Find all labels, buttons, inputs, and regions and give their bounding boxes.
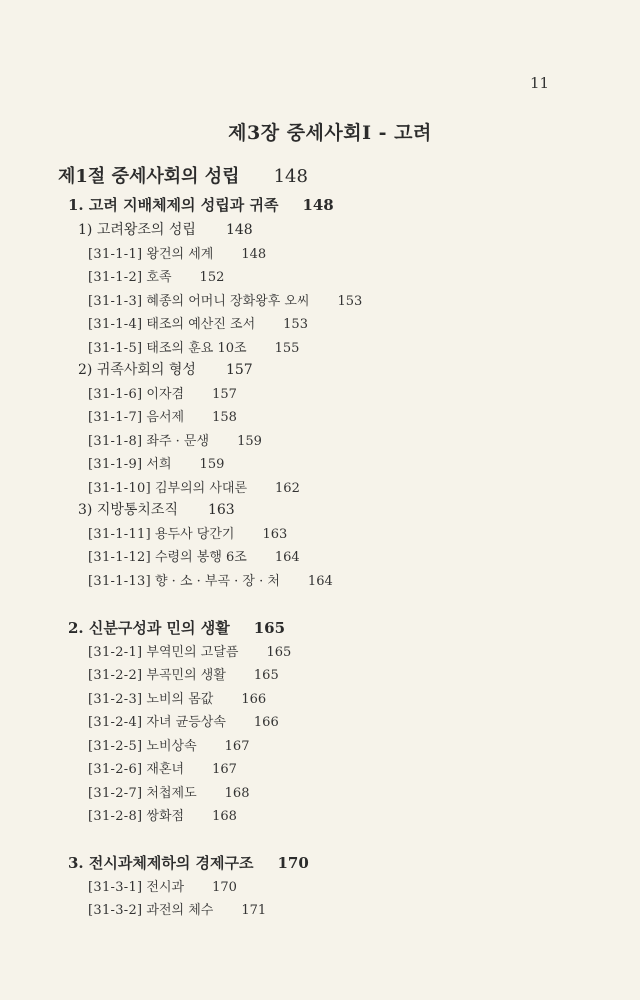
topic-heading (78, 219, 253, 239)
entry-title: 자녀 균등상속 (146, 715, 226, 730)
entry-page: 155 (274, 341, 300, 356)
entry-page: 159 (199, 457, 225, 472)
toc-entry (88, 711, 279, 730)
toc-entry (88, 735, 249, 754)
entry-code: [31-1-3] (88, 294, 143, 309)
entry-title: 부곡민의 생활 (146, 668, 226, 683)
subsection-title: 2. 신분구성과 민의 생활 (68, 619, 230, 637)
entry-code: [31-2-2] (88, 668, 143, 683)
entry-page: 158 (212, 410, 237, 425)
subsection-title: 3. 전시과체제하의 경제구조 (68, 854, 254, 872)
entry-title: 김부의의 사대론 (154, 481, 248, 496)
topic-page: 148 (225, 222, 253, 238)
toc-entry (88, 641, 291, 660)
page-number: 11 (530, 74, 550, 92)
toc-entry (88, 805, 237, 824)
subsection-page: 170 (277, 854, 309, 872)
entry-code: [31-1-1] (88, 247, 143, 262)
entry-code: [31-2-8] (88, 809, 143, 824)
entry-title: 태조의 훈요 10조 (146, 341, 247, 356)
entry-title: 노비상속 (146, 739, 197, 754)
entry-page: 157 (212, 387, 237, 402)
entry-code: [31-1-9] (88, 457, 143, 472)
entry-title: 과전의 체수 (146, 903, 214, 918)
section-heading (58, 162, 308, 188)
toc-entry (88, 266, 224, 285)
toc-entry (88, 290, 362, 309)
subsection-heading (68, 852, 309, 873)
toc-entry (88, 523, 287, 542)
entry-code: [31-2-7] (88, 786, 143, 801)
subsection-heading (68, 194, 334, 215)
entry-title: 쌍화점 (146, 809, 185, 824)
entry-title: 부역민의 고달픔 (146, 645, 239, 660)
toc-entry (88, 337, 299, 356)
toc-entry (88, 664, 279, 683)
entry-code: [31-2-5] (88, 739, 143, 754)
entry-code: [31-1-11] (88, 527, 151, 542)
entry-title: 왕건의 세계 (146, 247, 214, 262)
entry-page: 153 (337, 294, 363, 309)
entry-title: 재혼녀 (146, 762, 185, 777)
entry-page: 168 (224, 786, 250, 801)
entry-code: [31-2-1] (88, 645, 143, 660)
entry-page: 167 (224, 739, 250, 754)
entry-title: 전시과 (146, 880, 185, 895)
toc-entry (88, 477, 300, 496)
entry-title: 용두사 당간기 (154, 527, 235, 542)
entry-code: [31-2-3] (88, 692, 143, 707)
section-page: 148 (273, 166, 308, 187)
entry-page: 148 (241, 247, 267, 262)
entry-code: [31-3-2] (88, 903, 143, 918)
subsection-page: 165 (253, 619, 286, 637)
toc-entry (88, 688, 266, 707)
entry-title: 호족 (146, 270, 172, 285)
section-title: 제1절 중세사회의 성립 (58, 166, 240, 187)
entry-page: 153 (283, 317, 308, 332)
subsection-title: 1. 고려 지배체제의 성립과 귀족 (68, 196, 279, 214)
entry-code: [31-2-4] (88, 715, 143, 730)
toc-entry (88, 383, 237, 402)
toc-entry (88, 546, 300, 565)
entry-page: 170 (212, 880, 237, 895)
toc-entry (88, 453, 224, 472)
entry-title: 노비의 몸값 (146, 692, 214, 707)
chapter-title: 제3장 중세사회Ⅰ - 고려 (228, 122, 432, 144)
entry-page: 165 (253, 668, 279, 683)
entry-page: 168 (212, 809, 237, 824)
topic-title: 1) 고려왕조의 성립 (78, 222, 196, 238)
entry-page: 152 (199, 270, 225, 285)
entry-code: [31-2-6] (88, 762, 143, 777)
entry-title: 좌주 · 문생 (146, 434, 210, 449)
toc-entry (88, 782, 249, 801)
entry-page: 167 (212, 762, 237, 777)
topic-heading (78, 359, 253, 379)
entry-title: 이자겸 (146, 387, 185, 402)
entry-title: 혜종의 어머니 장화왕후 오씨 (146, 294, 310, 309)
entry-page: 171 (241, 903, 267, 918)
entry-code: [31-1-8] (88, 434, 143, 449)
topic-title: 3) 지방통치조직 (78, 502, 178, 518)
entry-page: 162 (275, 481, 300, 496)
entry-page: 159 (237, 434, 262, 449)
toc-entry (88, 758, 237, 777)
entry-page: 166 (253, 715, 279, 730)
entry-code: [31-1-5] (88, 341, 143, 356)
toc-entry (88, 406, 237, 425)
entry-title: 수령의 봉행 6조 (154, 550, 247, 565)
entry-code: [31-1-7] (88, 410, 143, 425)
entry-code: [31-1-12] (88, 550, 151, 565)
toc-entry (88, 899, 266, 918)
toc-entry (88, 430, 262, 449)
entry-title: 처첩제도 (146, 786, 197, 801)
toc-entry (88, 243, 266, 262)
entry-title: 향 · 소 · 부곡 · 장 · 처 (154, 574, 280, 589)
toc-entry (88, 876, 237, 895)
topic-heading (78, 499, 235, 519)
entry-code: [31-1-4] (88, 317, 143, 332)
subsection-heading (68, 617, 285, 638)
entry-page: 166 (241, 692, 267, 707)
entry-title: 서희 (146, 457, 172, 472)
entry-code: [31-3-1] (88, 880, 143, 895)
toc-entry (88, 313, 308, 332)
entry-page: 165 (266, 645, 292, 660)
entry-page: 163 (262, 527, 288, 542)
entry-page: 164 (274, 550, 300, 565)
toc-entry (88, 570, 333, 589)
topic-page: 157 (225, 362, 253, 378)
subsection-page: 148 (302, 196, 334, 214)
entry-page: 164 (307, 574, 333, 589)
entry-title: 태조의 예산진 조서 (146, 317, 256, 332)
entry-code: [31-1-10] (88, 481, 151, 496)
entry-code: [31-1-13] (88, 574, 151, 589)
entry-title: 음서제 (146, 410, 185, 425)
entry-code: [31-1-2] (88, 270, 143, 285)
topic-title: 2) 귀족사회의 형성 (78, 362, 196, 378)
entry-code: [31-1-6] (88, 387, 143, 402)
topic-page: 163 (207, 502, 235, 518)
